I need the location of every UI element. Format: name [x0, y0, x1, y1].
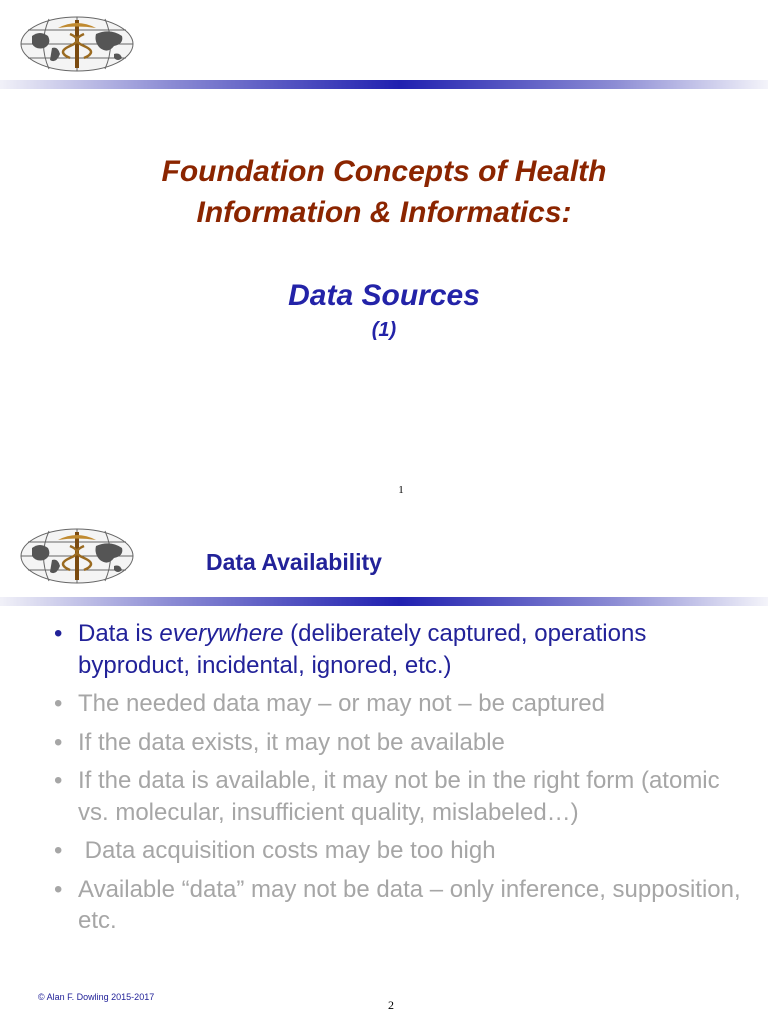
slide-subtitle-number: (1): [371, 319, 397, 341]
bullet-icon: •: [54, 837, 63, 864]
globe-caduceus-logo-icon: [18, 526, 136, 586]
bullet-list: [48, 618, 748, 944]
bullet-icon: •: [54, 620, 63, 647]
copyright-notice: © Alan F. Dowling 2015-2017: [38, 992, 155, 1002]
emphasis-text: everywhere: [159, 620, 284, 647]
list-item: • If the data is available, it may not be in the right form (atomic vs. molecular, insufficient quality, mislabeled…): [54, 767, 720, 826]
page-number: 1: [398, 484, 404, 496]
list-item: • Data acquisition costs may be too high: [48, 835, 748, 867]
list-item: • The needed data may – or may not – be captured: [48, 688, 748, 720]
bullet-icon: •: [54, 728, 63, 756]
header-gradient-bar: [0, 80, 768, 89]
page-number: 2: [388, 998, 394, 1012]
list-item: • Available “data” may not be data – only inference, supposition, etc.: [54, 875, 741, 934]
globe-caduceus-logo-icon: [18, 14, 136, 74]
bullet-icon: •: [54, 767, 63, 794]
bullet-icon: •: [54, 875, 63, 903]
slide-2: [0, 512, 768, 1024]
list-item: • If the data exists, it may not be available: [48, 727, 748, 759]
bullet-icon: •: [54, 690, 63, 717]
list-item: • Data is everywhere (deliberately captured, operations byproduct, incidental, ignored, etc.): [54, 620, 647, 679]
slide-title-line-2: Information & Informatics:: [196, 196, 572, 229]
slide-heading: Data Availability: [206, 549, 382, 575]
slide-title-line-1: Foundation Concepts of Health: [161, 155, 607, 188]
header-gradient-bar: [0, 597, 768, 606]
slide-subtitle: Data Sources: [288, 279, 480, 312]
